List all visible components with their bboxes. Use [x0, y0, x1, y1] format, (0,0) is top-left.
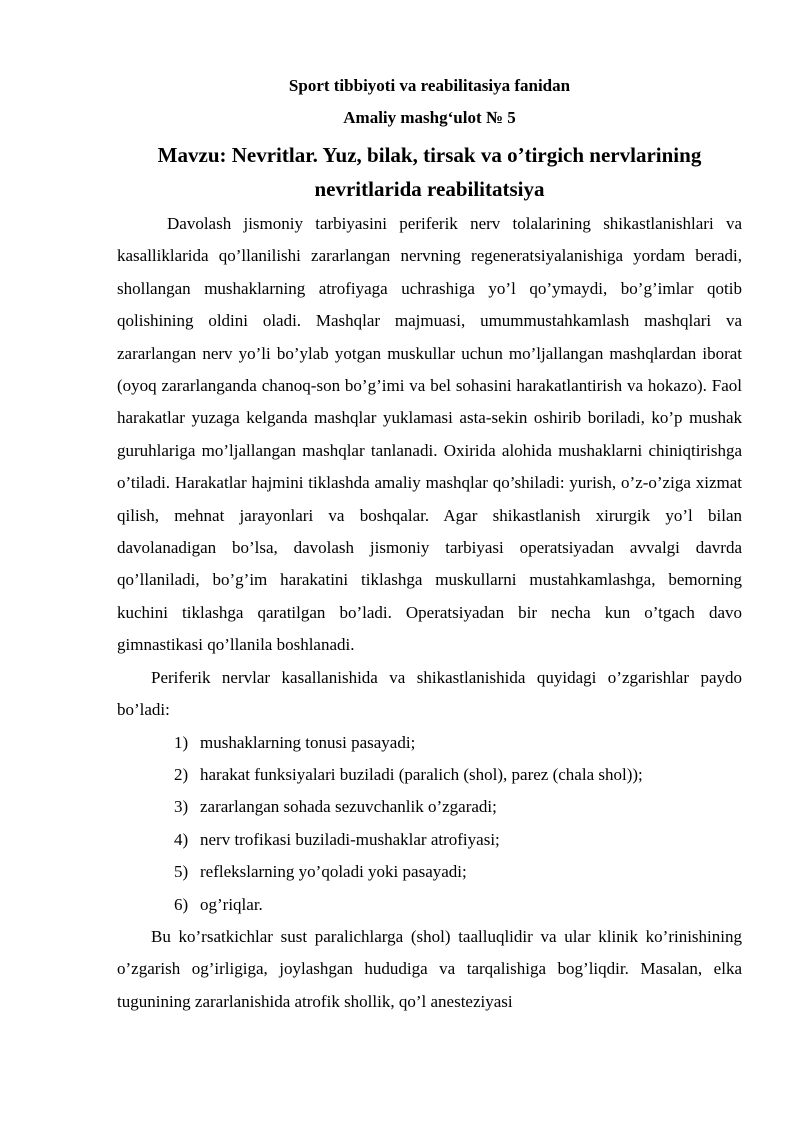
list-item-number: 2) [174, 764, 189, 784]
paragraph-3: Bu ko’rsatkichlar sust paralichlarga (shol) taalluqlidir va ular klinik ko’rinishining o’zgarish og’irligiga, joylashgan hududiga va tarqalishiga bog’liqdir. Masalan, elka tugunining zararlanishida atrofik shollik, qo’l anesteziyasi [117, 926, 742, 1011]
list-item-text: harakat funksiyalari buziladi (paralich (shol), parez (chala shol)); [200, 764, 643, 784]
paragraph-1: Davolash jismoniy tarbiyasini periferik nerv tolalarining shikastlanishlari va kasalliklarida qo’llanilishi zararlangan nervning regeneratsiyalanishiga yordam beradi, shollangan mushaklarning atrofiyaga uchrashiga yo’l qo’ymaydi, bo’g’imlar qotib qolishining oldini oladi. Mashqlar majmuasi, umummustahkamlash mashqlari va zararlangan nerv yo’li bo’ylab yotgan muskullar uchun mo’ljallangan mashqlardan iborat (oyoq zararlanganda chanoq-son bo’g’imi va bel sohasini harakatlantirish va hokazo). Faol harakatlar yuzaga kelganda mashqlar yuklamasi asta-sekin oshirib boriladi, ko’p mushak guruhlariga mo’ljallangan mashqlar tanlanadi. Oxirida alohida mushaklarni chiniqtirishga o’tiladi. Harakatlar hajmini tiklashda amaliy mashqlar qo’shiladi: yurish, o’z-o’ziga xizmat qilish, mehnat jarayonlari va boshqalar. Agar shikastlanish xirurgik yo’l bilan davolanadigan bo’lsa, davolash jismoniy tarbiyasi operatsiyadan avvalgi davrda qo’llaniladi, bo’g’im harakatini tiklashga muskullarni mustahkamlashga, bemorning kuchini tiklashga qaratilgan bo’ladi. Operatsiyadan bir necha kun o’tgach davo gimnastikasi qo’llanila boshlanadi. [117, 214, 742, 655]
list-item-number: 3) [174, 797, 189, 817]
list-item-text: zararlangan sohada sezuvchanlik o’zgaradi; [200, 797, 497, 817]
list-item-number: 4) [174, 829, 189, 849]
changes-list [117, 727, 742, 921]
list-item [117, 727, 742, 759]
list-item [117, 889, 742, 921]
list-item-text: nerv trofikasi buziladi-mushaklar atrofiyasi; [200, 829, 500, 849]
list-item [117, 791, 742, 823]
list-item [117, 856, 742, 888]
list-item-text: og’riqlar. [200, 894, 263, 914]
topic-heading-line-2: nevritlarida reabilitatsiya [314, 177, 545, 201]
list-item [117, 824, 742, 856]
list-item-number: 6) [174, 894, 189, 914]
topic-heading-line-1: Mavzu: Nevritlar. Yuz, bilak, tirsak va o’tirgich nervlarining [157, 143, 702, 167]
paragraph-2: Periferik nervlar kasallanishida va shikastlanishida quyidagi o’zgarishlar paydo bo’ladi: [117, 667, 742, 720]
list-item-number: 1) [174, 732, 189, 752]
list-item-number: 5) [174, 862, 189, 882]
list-item [117, 759, 742, 791]
document-content [117, 74, 742, 1018]
list-item-text: mushaklarning tonusi pasayadi; [200, 732, 416, 752]
lesson-heading: Amaliy mashg‘ulot № 5 [343, 108, 516, 127]
topic-heading [117, 138, 742, 206]
list-item-text: reflekslarning yo’qoladi yoki pasayadi; [200, 862, 467, 882]
subject-heading: Sport tibbiyoti va reabilitasiya fanidan [288, 76, 571, 95]
